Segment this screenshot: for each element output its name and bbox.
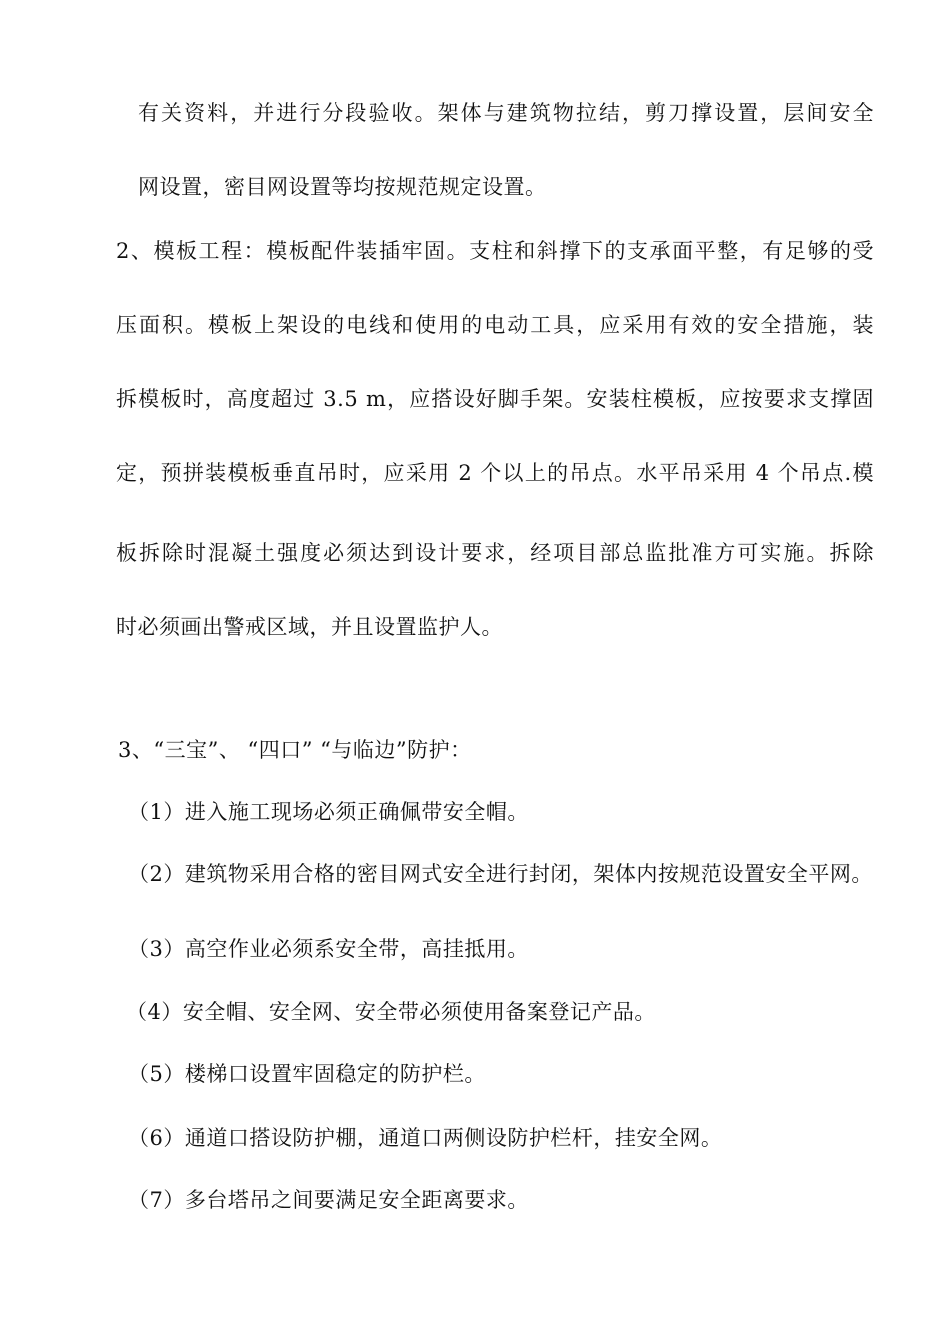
paragraph-line: 时必须画出警戒区域，并且设置监护人。 — [116, 615, 503, 639]
list-item: （6）通道口搭设防护棚，通道口两侧设防护栏杆，挂安全网。 — [128, 1126, 723, 1150]
list-item: （5）楼梯口设置牢固稳定的防护栏。 — [128, 1062, 486, 1086]
list-item: （1）进入施工现场必须正确佩带安全帽。 — [128, 800, 529, 824]
list-item: （2）建筑物采用合格的密目网式安全进行封闭，架体内按规范设置安全平网。 — [128, 862, 873, 886]
paragraph-line: 拆模板时，高度超过 3.5 m，应搭设好脚手架。安装柱模板，应按要求支撑固 — [116, 387, 874, 411]
section-heading: 3、“三宝”、 “四口” “与临边”防护： — [118, 738, 472, 762]
paragraph-line: 网设置，密目网设置等均按规范规定设置。 — [138, 175, 547, 199]
paragraph-line: 定，预拼装模板垂直吊时，应采用 2 个以上的吊点。水平吊采用 4 个吊点.模 — [116, 461, 874, 485]
list-item: （7）多台塔吊之间要满足安全距离要求。 — [128, 1188, 529, 1212]
paragraph-line: 压面积。模板上架设的电线和使用的电动工具，应采用有效的安全措施，装 — [116, 313, 874, 337]
list-item: （4）安全帽、安全网、安全带必须使用备案登记产品。 — [126, 1000, 656, 1024]
paragraph-line: 板拆除时混凝土强度必须达到设计要求，经项目部总监批准方可实施。拆除 — [116, 541, 874, 565]
paragraph-line: 2、模板工程：模板配件装插牢固。支柱和斜撑下的支承面平整，有足够的受 — [116, 239, 874, 263]
list-item: （3）高空作业必须系安全带，高挂抵用。 — [128, 937, 529, 961]
paragraph-line: 有关资料，并进行分段验收。架体与建筑物拉结，剪刀撑设置，层间安全 — [138, 101, 874, 125]
